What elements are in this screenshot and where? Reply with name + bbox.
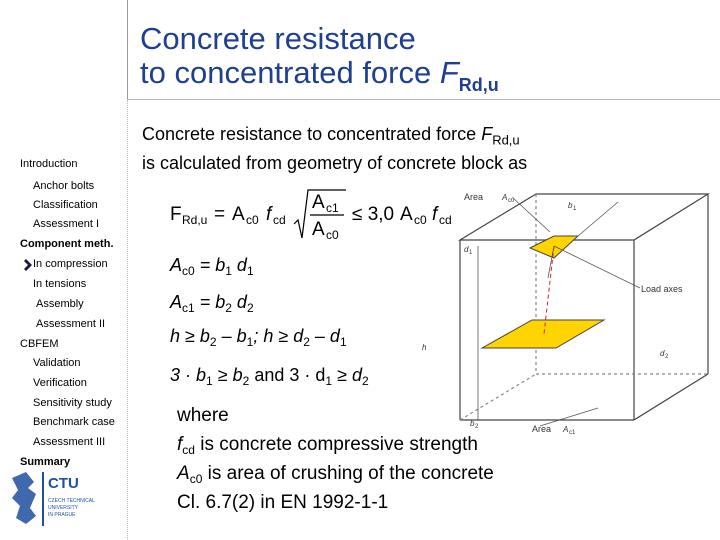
eq4-s1: 1: [206, 374, 213, 388]
sidebar-divider: [127, 100, 128, 540]
nav-classification[interactable]: Classification: [33, 199, 98, 211]
formula-den: A: [312, 219, 325, 240]
concrete-block-diagram: [418, 188, 720, 436]
eq1-a: A: [170, 255, 183, 275]
diagram-b1: b: [568, 201, 573, 210]
diagram-load-axes: Load axes: [641, 284, 683, 294]
nav-assessment-2[interactable]: Assessment II: [36, 318, 106, 330]
eq3-s4: 1: [339, 335, 347, 349]
notes-fcd-symbol: f: [177, 434, 183, 455]
eq1-d-sub: 1: [246, 264, 254, 278]
eq1-rest: = b: [194, 255, 226, 275]
diagram-d2-sub: 2: [665, 354, 669, 360]
formula-leq: ≤ 3,0: [352, 204, 395, 225]
eq4-s4: 2: [361, 374, 369, 388]
equation-ratio: [170, 365, 369, 388]
logo-line-1: CZECH TECHNICAL: [48, 498, 95, 504]
eq1-b-sub: 1: [225, 264, 232, 278]
page-title: [140, 22, 499, 94]
eq4-s3: 1: [325, 374, 333, 388]
eq3-s3: 2: [303, 335, 310, 349]
formula-num: A: [312, 192, 325, 213]
diagram-ac0: A: [502, 193, 508, 202]
formula-den-sub: c0: [326, 228, 339, 242]
notes-fcd: [177, 434, 478, 457]
notes-fcd-text: is concrete compressive strength: [194, 434, 478, 455]
diagram-b1-sub: 1: [573, 206, 577, 212]
nav-in-compression[interactable]: In compression: [33, 258, 108, 270]
diagram-ac0-sub: c0: [508, 198, 515, 204]
resistance-formula: [168, 184, 458, 246]
formula-fcd-sub: cd: [273, 213, 286, 227]
diagram-d1-sub: 1: [469, 250, 473, 256]
notes-where: where: [177, 405, 229, 426]
intro-symbol-f: F: [481, 124, 493, 144]
eq2-d: d: [231, 292, 247, 312]
notes-ac0-symbol: A: [177, 463, 190, 484]
title-subscript: Rd,u: [458, 75, 499, 95]
notes-reference: Cl. 6.7(2) in EN 1992-1-1: [177, 492, 389, 513]
notes-ac0-sub: c0: [189, 472, 203, 486]
formula-f2-sub: cd: [439, 213, 452, 227]
eq3-t2: – b: [216, 326, 247, 346]
title-line-2-text: to concentrated force: [140, 55, 440, 90]
intro-text-2: is calculated from geometry of concrete block as: [142, 152, 528, 173]
title-symbol-f: F: [439, 55, 459, 90]
logo-text: CTU: [48, 475, 79, 492]
current-section-arrow-icon: [24, 259, 33, 271]
intro-paragraph: [142, 123, 712, 175]
ctu-logo: [8, 468, 108, 530]
eq4-t4: ≥ d: [332, 365, 362, 385]
notes-ac0-text: is area of crushing of the concrete: [202, 463, 494, 484]
eq3-s2: 1: [246, 335, 254, 349]
eq1-d: d: [231, 255, 247, 275]
nav-validation[interactable]: Validation: [33, 357, 81, 369]
formula-eq: =: [214, 204, 226, 225]
diagram-ac1-sub: c1: [569, 430, 576, 436]
eq3-t4: – d: [309, 326, 340, 346]
formula-f2: f: [432, 204, 438, 225]
diagram-b2-sub: 2: [475, 424, 479, 430]
eq4-t3: and 3 · d: [249, 365, 326, 385]
logo-line-2: UNIVERSITY: [48, 505, 79, 511]
notes-ac0: [177, 463, 494, 486]
formula-a2: A: [400, 204, 413, 225]
nav-verification[interactable]: Verification: [33, 377, 87, 389]
title-line-2: [140, 56, 499, 94]
intro-subscript: Rd,u: [492, 132, 520, 148]
eq2-a-sub: c1: [182, 301, 195, 315]
eq4-s2: 2: [242, 374, 250, 388]
nav-introduction[interactable]: Introduction: [20, 158, 78, 170]
nav-assembly[interactable]: Assembly: [36, 298, 84, 310]
formula-num-sub: c1: [326, 201, 339, 215]
intro-text-1: Concrete resistance to concentrated force: [142, 124, 482, 144]
notes-fcd-sub: cd: [182, 443, 195, 457]
eq3-s1: 2: [209, 335, 217, 349]
eq2-d-sub: 2: [246, 301, 254, 315]
header-divider: [127, 0, 128, 100]
nav-in-tensions[interactable]: In tensions: [33, 278, 87, 290]
eq2-a: A: [170, 292, 183, 312]
formula-a: A: [232, 204, 245, 225]
eq3-t1: h ≥ b: [170, 326, 210, 346]
formula-fcd: f: [266, 204, 272, 225]
eq2-rest: = b: [194, 292, 226, 312]
diagram-ac1: A: [563, 425, 569, 434]
nav-assessment-1[interactable]: Assessment I: [33, 218, 100, 230]
formula-a2-sub: c0: [414, 213, 427, 227]
diagram-area-top: Area: [464, 192, 484, 202]
formula-f: F: [170, 204, 182, 225]
eq3-t3: ; h ≥ d: [253, 326, 304, 346]
diagram-h: h: [422, 343, 427, 352]
equation-ac1: [170, 292, 254, 315]
nav-benchmark-case[interactable]: Benchmark case: [33, 416, 115, 428]
formula-f-sub: Rd,u: [182, 213, 208, 227]
diagram-d1: d: [464, 245, 469, 254]
diagram-b2: b: [470, 419, 475, 428]
nav-cbfem[interactable]: CBFEM: [20, 338, 59, 350]
nav-anchor-bolts[interactable]: Anchor bolts: [33, 180, 95, 192]
diagram-d2: d: [660, 349, 665, 358]
title-line-1: Concrete resistance: [140, 21, 416, 56]
nav-summary[interactable]: Summary: [20, 456, 71, 468]
nav-sensitivity-study[interactable]: Sensitivity study: [33, 397, 112, 409]
nav-assessment-3[interactable]: Assessment III: [33, 436, 106, 448]
logo-line-3: IN PRAGUE: [48, 512, 76, 518]
diagram-area-bottom: Area: [532, 424, 552, 434]
nav-component-meth[interactable]: Component meth.: [20, 238, 114, 250]
formula-a-sub: c0: [246, 213, 259, 227]
equation-ac0: [170, 255, 254, 278]
eq1-a-sub: c0: [182, 264, 195, 278]
equation-h: [170, 326, 347, 349]
eq4-t1: 3 · b: [170, 365, 207, 385]
eq4-t2: ≥ b: [212, 365, 243, 385]
eq2-b-sub: 2: [225, 301, 232, 315]
title-underline: [127, 99, 720, 100]
